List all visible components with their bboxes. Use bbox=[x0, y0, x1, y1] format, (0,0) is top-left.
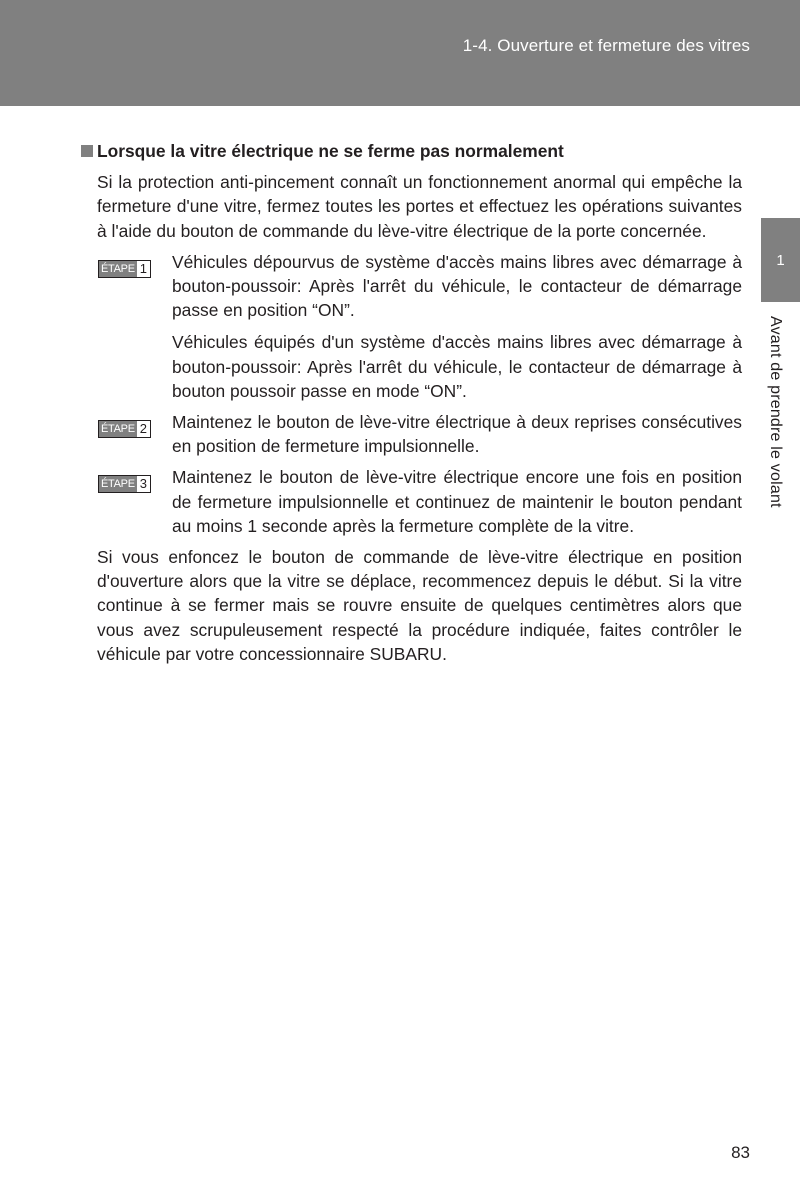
step-paragraph: Véhicules équipés d'un système d'accès mains libres avec démarrage à bouton-poussoir: Après l'arrêt du véhicule, le contacteur de démarrage à bouton poussoir passe en mode “ON”. bbox=[172, 332, 742, 401]
header-title: 1-4. Ouverture et fermeture des vitres bbox=[462, 36, 750, 55]
page-content bbox=[80, 139, 742, 666]
section-body bbox=[97, 170, 742, 666]
step-paragraph: Véhicules dépourvus de système d'accès mains libres avec démarrage à bouton-poussoir: Après l'arrêt du véhicule, le contacteur de démarrage passe en position “ON”. bbox=[172, 251, 742, 321]
square-bullet-icon bbox=[81, 145, 93, 157]
step-body bbox=[172, 250, 742, 403]
section-heading bbox=[80, 139, 742, 163]
step-number: 1 bbox=[137, 261, 150, 277]
step-label: ÉTAPE bbox=[101, 423, 135, 436]
step-label: ÉTAPE bbox=[101, 478, 135, 491]
step-2 bbox=[97, 410, 742, 458]
step-body bbox=[172, 465, 742, 538]
step-badge bbox=[98, 420, 151, 438]
header-band bbox=[0, 0, 800, 106]
closing-paragraph: Si vous enfoncez le bouton de commande de lève-vitre électrique en position d'ouverture alors que la vitre se déplace, recommencez depuis le début. Si la vitre continue à se fermer mais se rouvre ensuite de quelques centimètres alors que vous avez scrupuleusement respecté la procédure indiquée, faites contrôler le véhicule par votre concessionnaire SUBARU. bbox=[97, 547, 742, 664]
intro-paragraph: Si la protection anti-pincement connaît un fonctionnement anormal qui empêche la fermeture d'une vitre, fermez toutes les portes et effectuez les opérations suivantes à l'aide du bouton de commande du lève-vitre électrique de la porte concernée. bbox=[97, 172, 742, 241]
step-body bbox=[172, 410, 742, 458]
step-1 bbox=[97, 250, 742, 403]
chapter-tab bbox=[761, 218, 800, 302]
step-badge bbox=[98, 260, 151, 278]
step-number: 3 bbox=[137, 476, 150, 492]
step-number: 2 bbox=[137, 421, 150, 437]
step-paragraph: Maintenez le bouton de lève-vitre électrique encore une fois en position de fermeture impulsionnelle et continuez de maintenir le bouton pendant au moins 1 seconde après la fermeture complète de la vitre. bbox=[172, 467, 742, 536]
page-number: 83 bbox=[731, 1143, 750, 1162]
chapter-number: 1 bbox=[776, 251, 785, 269]
section-heading-text: Lorsque la vitre électrique ne se ferme pas normalement bbox=[97, 141, 564, 161]
step-paragraph: Maintenez le bouton de lève-vitre électrique à deux reprises consécutives en position de fermeture impulsionnelle. bbox=[172, 412, 742, 457]
chapter-title: Avant de prendre le volant bbox=[767, 316, 784, 508]
step-badge bbox=[98, 475, 151, 493]
step-label: ÉTAPE bbox=[101, 262, 135, 275]
step-3 bbox=[97, 465, 742, 538]
